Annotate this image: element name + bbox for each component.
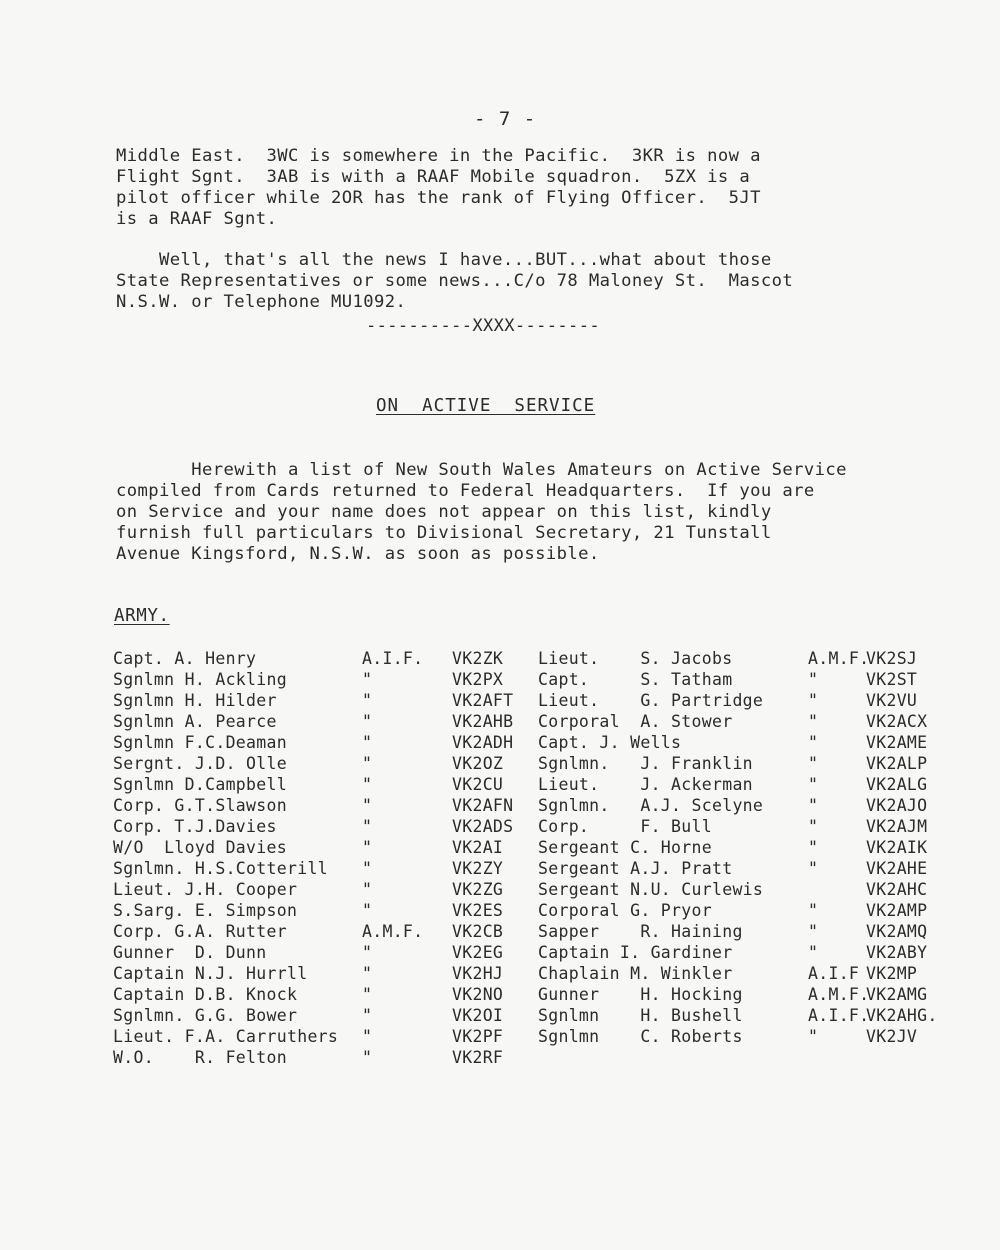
member-unit: "	[362, 712, 373, 731]
member-name: Sgnlmn H. Bushell	[538, 1006, 743, 1025]
roster-row	[0, 984, 1000, 1005]
member-unit: "	[808, 712, 819, 731]
member-name: W/O Lloyd Davies	[113, 838, 287, 857]
member-unit: A.I.F.	[362, 649, 424, 668]
member-name: Sgnlmn A. Pearce	[113, 712, 277, 731]
member-unit: "	[362, 838, 373, 857]
member-name: Gunner H. Hocking	[538, 985, 743, 1004]
member-callsign: VK2ACX	[866, 712, 928, 731]
member-callsign: VK2AFN	[452, 796, 514, 815]
member-name: Sapper R. Haining	[538, 922, 743, 941]
member-callsign: VK2RF	[452, 1048, 504, 1067]
member-name: Sgnlmn. J. Franklin	[538, 754, 753, 773]
member-name: Sgnlmn C. Roberts	[538, 1027, 743, 1046]
member-name: Sgnlmn. G.G. Bower	[113, 1006, 298, 1025]
text-line: Herewith a list of New South Wales Amateurs on Active Service	[116, 460, 847, 480]
roster-row	[0, 795, 1000, 816]
roster-row	[0, 774, 1000, 795]
member-callsign: VK2ALP	[866, 754, 928, 773]
text-line: N.S.W. or Telephone MU1092.	[116, 292, 407, 312]
member-callsign: VK2OI	[452, 1006, 504, 1025]
member-name: Corporal G. Pryor	[538, 901, 712, 920]
member-unit: "	[808, 817, 819, 836]
member-unit: "	[808, 775, 819, 794]
text-line: Well, that's all the news I have...BUT...what about those	[116, 250, 772, 270]
member-callsign: VK2ALG	[866, 775, 928, 794]
member-callsign: VK2NO	[452, 985, 504, 1004]
roster-row	[0, 942, 1000, 963]
member-callsign: VK2AHG.	[866, 1006, 938, 1025]
roster-row	[0, 963, 1000, 984]
member-unit: "	[362, 964, 373, 983]
member-unit: "	[808, 922, 819, 941]
member-name: Corp. G.A. Rutter	[113, 922, 287, 941]
member-callsign: VK2AME	[866, 733, 928, 752]
section-divider: ----------XXXX--------	[366, 316, 600, 336]
member-unit: "	[362, 985, 373, 1004]
member-name: Sgnlmn. A.J. Scelyne	[538, 796, 764, 815]
member-callsign: VK2AMG	[866, 985, 928, 1004]
news-paragraph	[116, 146, 946, 230]
member-name: Sergeant A.J. Pratt	[538, 859, 733, 878]
member-callsign: VK2VU	[866, 691, 918, 710]
member-unit: "	[362, 817, 373, 836]
member-callsign: VK2EG	[452, 943, 504, 962]
text-line: compiled from Cards returned to Federal Headquarters. If you are	[116, 481, 815, 501]
member-callsign: VK2PX	[452, 670, 504, 689]
member-callsign: VK2ZY	[452, 859, 504, 878]
member-name: W.O. R. Felton	[113, 1048, 287, 1067]
roster-row	[0, 669, 1000, 690]
member-name: Lieut. G. Partridge	[538, 691, 764, 710]
member-unit: A.M.F.	[362, 922, 424, 941]
member-callsign: VK2AIK	[866, 838, 928, 857]
roster-row	[0, 879, 1000, 900]
member-unit: "	[808, 754, 819, 773]
member-callsign: VK2JV	[866, 1027, 918, 1046]
member-name: S.Sarg. E. Simpson	[113, 901, 298, 920]
member-unit: A.M.F.	[808, 649, 870, 668]
member-name: Sgnlmn H. Hilder	[113, 691, 277, 710]
member-name: Sgnlmn D.Campbell	[113, 775, 287, 794]
roster-row	[0, 1047, 1000, 1068]
member-callsign: VK2AHC	[866, 880, 928, 899]
member-callsign: VK2ABY	[866, 943, 928, 962]
request-paragraph	[116, 250, 946, 313]
roster-row	[0, 690, 1000, 711]
member-name: Corp. F. Bull	[538, 817, 712, 836]
member-name: Sgnlmn F.C.Deaman	[113, 733, 287, 752]
member-name: Sgnlmn H. Ackling	[113, 670, 287, 689]
member-unit: A.I.F.	[808, 1006, 870, 1025]
text-line: pilot officer while 2OR has the rank of Flying Officer. 5JT	[116, 188, 761, 208]
member-callsign: VK2ADS	[452, 817, 514, 836]
member-unit: "	[362, 670, 373, 689]
member-unit: "	[362, 943, 373, 962]
member-unit: "	[362, 796, 373, 815]
member-unit: "	[362, 1006, 373, 1025]
member-callsign: VK2AI	[452, 838, 504, 857]
member-unit: "	[362, 754, 373, 773]
member-name: Captain D.B. Knock	[113, 985, 298, 1004]
member-unit: "	[362, 859, 373, 878]
text-line: furnish full particulars to Divisional Secretary, 21 Tunstall	[116, 523, 772, 543]
member-name: Lieut. J. Ackerman	[538, 775, 753, 794]
member-callsign: VK2AMQ	[866, 922, 928, 941]
member-unit: "	[808, 943, 819, 962]
member-callsign: VK2AHB	[452, 712, 514, 731]
roster-row	[0, 921, 1000, 942]
roster-row	[0, 1026, 1000, 1047]
member-callsign: VK2ZK	[452, 649, 504, 668]
roster-row	[0, 837, 1000, 858]
member-unit: "	[362, 1048, 373, 1067]
member-name: Captain I. Gardiner	[538, 943, 733, 962]
member-name: Chaplain M. Winkler	[538, 964, 733, 983]
member-unit: "	[362, 901, 373, 920]
member-callsign: VK2PF	[452, 1027, 504, 1046]
member-callsign: VK2ST	[866, 670, 918, 689]
roster-row	[0, 1005, 1000, 1026]
member-name: Sergeant C. Horne	[538, 838, 712, 857]
page-number: - 7 -	[474, 108, 537, 130]
member-callsign: VK2MP	[866, 964, 918, 983]
member-unit: "	[808, 859, 819, 878]
member-name: Corporal A. Stower	[538, 712, 733, 731]
member-callsign: VK2ZG	[452, 880, 504, 899]
member-callsign: VK2AJM	[866, 817, 928, 836]
member-unit: A.I.F	[808, 964, 860, 983]
member-callsign: VK2ES	[452, 901, 504, 920]
member-callsign: VK2ADH	[452, 733, 514, 752]
member-name: Sergnt. J.D. Olle	[113, 754, 287, 773]
text-line: is a RAAF Sgnt.	[116, 209, 278, 229]
member-callsign: VK2AMP	[866, 901, 928, 920]
intro-paragraph	[116, 460, 946, 565]
member-name: Capt. A. Henry	[113, 649, 257, 668]
member-unit: "	[362, 775, 373, 794]
roster-row	[0, 900, 1000, 921]
member-unit: "	[808, 670, 819, 689]
text-line: Middle East. 3WC is somewhere in the Pacific. 3KR is now a	[116, 146, 761, 166]
member-callsign: VK2OZ	[452, 754, 504, 773]
text-line: Flight Sgnt. 3AB is with a RAAF Mobile squadron. 5ZX is a	[116, 167, 751, 187]
text-line: on Service and your name does not appear on this list, kindly	[116, 502, 772, 522]
member-name: Captain N.J. Hurrll	[113, 964, 308, 983]
roster-row	[0, 816, 1000, 837]
member-name: Capt. J. Wells	[538, 733, 682, 752]
member-unit: "	[362, 880, 373, 899]
member-callsign: VK2SJ	[866, 649, 918, 668]
member-name: Lieut. J.H. Cooper	[113, 880, 298, 899]
member-unit: "	[808, 733, 819, 752]
member-unit: "	[808, 838, 819, 857]
roster-row	[0, 711, 1000, 732]
member-callsign: VK2HJ	[452, 964, 504, 983]
army-heading-text: ARMY.	[114, 606, 170, 626]
roster-row	[0, 753, 1000, 774]
member-unit: "	[808, 796, 819, 815]
member-name: Corp. G.T.Slawson	[113, 796, 287, 815]
member-name: Sgnlmn. H.S.Cotterill	[113, 859, 328, 878]
member-callsign: VK2AFT	[452, 691, 514, 710]
member-unit: A.M.F.	[808, 985, 870, 1004]
member-callsign: VK2AHE	[866, 859, 928, 878]
member-unit: "	[808, 691, 819, 710]
text-line: State Representatives or some news...C/o 78 Maloney St. Mascot	[116, 271, 794, 291]
member-unit: "	[808, 901, 819, 920]
member-callsign: VK2CB	[452, 922, 504, 941]
member-unit: "	[808, 1027, 819, 1046]
text-line: Avenue Kingsford, N.S.W. as soon as possible.	[116, 544, 600, 564]
army-heading	[114, 606, 170, 626]
roster-row	[0, 732, 1000, 753]
roster-row	[0, 648, 1000, 669]
member-name: Corp. T.J.Davies	[113, 817, 277, 836]
member-name: Lieut. S. Jacobs	[538, 649, 733, 668]
roster-row	[0, 858, 1000, 879]
member-unit: "	[362, 1027, 373, 1046]
member-callsign: VK2CU	[452, 775, 504, 794]
member-name: Lieut. F.A. Carruthers	[113, 1027, 339, 1046]
service-roster	[0, 648, 1000, 1068]
member-callsign: VK2AJO	[866, 796, 928, 815]
member-unit: "	[362, 691, 373, 710]
member-unit: "	[362, 733, 373, 752]
member-name: Sergeant N.U. Curlewis	[538, 880, 764, 899]
member-name: Capt. S. Tatham	[538, 670, 733, 689]
section-title: ON ACTIVE SERVICE	[376, 396, 596, 416]
member-name: Gunner D. Dunn	[113, 943, 267, 962]
